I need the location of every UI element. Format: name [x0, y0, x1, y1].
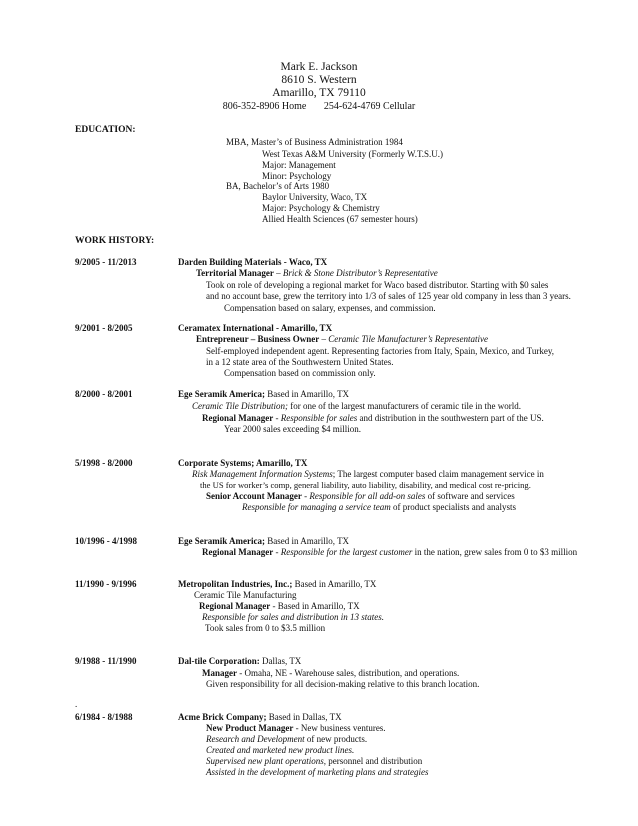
job-desc-line: Given responsibility for all decision-making relative to this branch location.	[206, 679, 480, 689]
phone-cell: 254-624-4769 Cellular	[323, 101, 416, 112]
job-title-rest: - Omaha, NE - Warehouse sales, distribution, and operations.	[237, 668, 460, 678]
job-dates: 9/2001 - 8/2005	[75, 323, 133, 333]
address-street: 8610 S. Western	[281, 74, 357, 86]
job-company-line	[178, 580, 376, 589]
job-desc-text: of new products.	[304, 734, 368, 744]
job-dates: 6/1984 - 8/1988	[75, 712, 133, 722]
phone-line	[0, 102, 638, 112]
job-dates: 5/1998 - 8/2000	[75, 458, 133, 468]
job-dates: 9/2005 - 11/2013	[75, 257, 137, 267]
work-heading: WORK HISTORY:	[75, 236, 155, 246]
job-title: Regional Manager	[202, 413, 274, 423]
job-desc-line	[242, 503, 516, 512]
job-desc-line	[206, 757, 422, 766]
job-dates: 11/1990 - 9/1996	[75, 579, 137, 589]
job-title-line	[206, 492, 515, 501]
job-desc-italic: Supervised new plant operations,	[206, 756, 326, 766]
job-location: Dallas, TX	[259, 656, 302, 666]
job-title-line	[202, 669, 459, 678]
job-company: Metropolitan Industries, Inc.;	[178, 579, 293, 589]
education-heading: EDUCATION:	[75, 125, 136, 135]
job-title-rest: - New business ventures.	[293, 723, 386, 733]
job-desc-line	[192, 470, 544, 479]
edu-mba: MBA, Master’s of Business Administration 1984	[226, 137, 403, 147]
job-location: Based in Amarillo, TX	[264, 536, 350, 546]
job-company: Corporate Systems; Amarillo, TX	[178, 458, 308, 468]
job-desc-line: Self-employed independent agent. Representing factories from Italy, Spain, Mexico, and Turkey,	[206, 346, 554, 356]
job-title: Regional Manager	[202, 547, 274, 557]
edu-ba-major: Major: Psychology & Chemistry	[262, 203, 380, 213]
job-title-line	[202, 548, 577, 557]
job-desc-line	[192, 402, 521, 411]
job-company: Acme Brick Company;	[178, 712, 267, 722]
job-title: New Product Manager	[206, 723, 294, 733]
job-desc-italic: Ceramic Tile Distribution;	[192, 401, 289, 411]
edu-ba-school: Baylor University, Waco, TX	[262, 192, 368, 202]
job-title-line	[199, 602, 360, 611]
job-location: Based in Amarillo, TX	[264, 389, 350, 399]
job-desc-line: Ceramic Tile Manufacturing	[194, 590, 297, 600]
edu-ba-minor: Allied Health Sciences (67 semester hours)	[262, 214, 418, 224]
job-company-line	[178, 390, 349, 399]
job-company: Darden Building Materials - Waco, TX	[178, 257, 328, 267]
job-title-line	[202, 414, 544, 423]
job-title: Manager	[202, 668, 237, 678]
job-company: Ceramatex International - Amarillo, TX	[178, 323, 333, 333]
job-desc-line: Compensation based on commission only.	[224, 368, 376, 378]
job-desc-line: Created and marketed new product lines.	[206, 745, 355, 755]
job-title: Regional Manager	[199, 601, 271, 611]
edu-mba-school: West Texas A&M University (Formerly W.T.S.U.)	[262, 149, 444, 159]
phone-home: 806-352-8906 Home	[222, 101, 307, 112]
job-desc-line	[206, 735, 367, 744]
job-title-desc: - Responsible for all add-on sales	[301, 491, 426, 501]
edu-mba-major: Major: Management	[262, 160, 336, 170]
job-company-line	[178, 537, 349, 546]
job-desc-line: Took sales from 0 to $3.5 million	[205, 623, 326, 633]
job-dates: 9/1988 - 11/1990	[75, 656, 137, 666]
job-desc-italic: Risk Management Information Systems	[192, 469, 333, 479]
job-location: Based in Dallas, TX	[266, 712, 342, 722]
job-desc-line: Assisted in the development of marketing plans and strategies	[206, 767, 429, 777]
job-desc-line: in a 12 state area of the Southwestern United States.	[206, 357, 394, 367]
job-desc-italic: Responsible for managing a service team	[242, 502, 391, 512]
job-title-rest: and distribution in the southwestern part of the US.	[357, 413, 544, 423]
job-title: Territorial Manager	[196, 268, 274, 278]
job-title-desc: - Responsible for the largest customer	[273, 547, 413, 557]
job-dates: 8/2000 - 8/2001	[75, 389, 133, 399]
job-title-line	[196, 269, 438, 278]
resume-name: Mark E. Jackson	[280, 61, 358, 73]
job-title-line	[206, 724, 386, 733]
job-company-line	[178, 657, 301, 666]
job-title-rest: of software and services	[425, 491, 515, 501]
job-location: Based in Amarillo, TX	[292, 579, 377, 589]
job-title-line	[196, 335, 488, 344]
job-desc-line: Took on role of developing a regional market for Waco based distributor. Starting with $0 sales	[206, 280, 549, 290]
job-title-desc: - Responsible for sales	[273, 413, 358, 423]
job-desc-line: Year 2000 sales exceeding $4 million.	[224, 424, 362, 434]
job-desc-line: and no account base, grew the territory into 1/3 of sales of 125 year old company in less than 3 years.	[206, 291, 571, 301]
job-company: Ege Seramik America;	[178, 389, 265, 399]
edu-ba: BA, Bachelor’s of Arts 1980	[226, 181, 330, 191]
job-desc-text: ; The largest computer based claim management service in	[332, 469, 544, 479]
job-desc-text: personnel and distribution	[326, 756, 423, 766]
job-title-rest: - Based in Amarillo, TX	[270, 601, 360, 611]
address-city: Amarillo, TX 79110	[272, 87, 366, 99]
job-company-line	[178, 713, 342, 722]
job-title-rest: in the nation, grew sales from 0 to $3 million	[412, 547, 578, 557]
stray-dot: .	[75, 699, 78, 709]
job-title-desc: – Brick & Stone Distributor’s Representative	[273, 268, 438, 278]
edu-mba-minor: Minor: Psychology	[262, 171, 332, 181]
job-desc-text: of product specialists and analysts	[390, 502, 516, 512]
job-dates: 10/1996 - 4/1998	[75, 536, 137, 546]
job-desc-text: for one of the largest manufacturers of ceramic tile in the world.	[288, 401, 522, 411]
job-desc-line: the US for worker’s comp, general liability, auto liability, disability, and medical cost re-pricing.	[200, 480, 531, 490]
job-company: Ege Seramik America;	[178, 536, 265, 546]
job-desc-italic: Research and Development	[206, 734, 305, 744]
job-title-desc: – Ceramic Tile Manufacturer’s Representative	[319, 334, 488, 344]
job-desc-line: Responsible for sales and distribution in 13 states.	[202, 612, 385, 622]
job-desc-line: Compensation based on salary, expenses, and commission.	[224, 303, 436, 313]
job-company: Dal-tile Corporation:	[178, 656, 260, 666]
job-title: Senior Account Manager	[206, 491, 302, 501]
job-title: Entrepreneur – Business Owner	[196, 334, 320, 344]
